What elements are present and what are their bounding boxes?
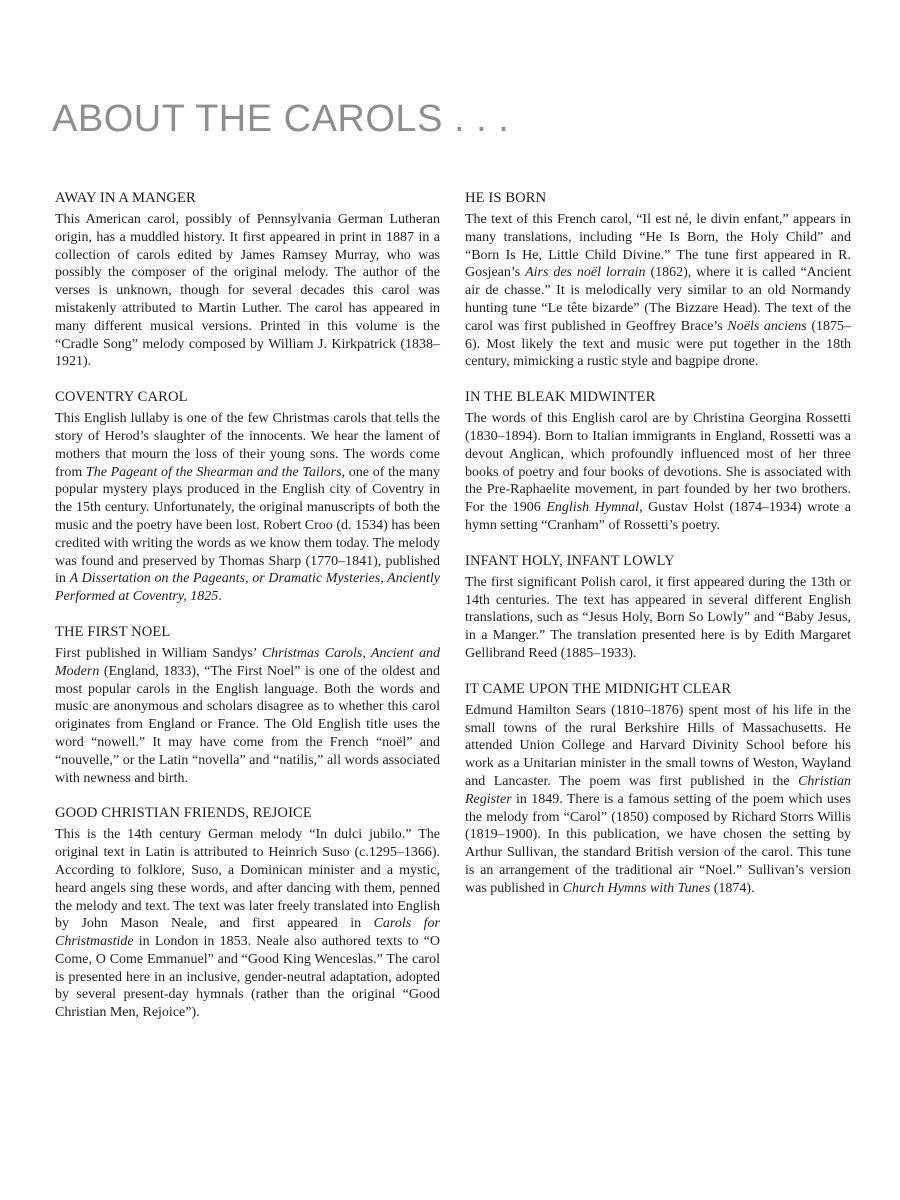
italic-title-text: Christmas Carols, Ancient and Modern (55, 645, 440, 679)
carol-heading: IN THE BLEAK MIDWINTER (465, 389, 656, 406)
carol-description (465, 574, 851, 663)
carol-heading: THE FIRST NOEL (55, 623, 171, 640)
italic-title-text: The Pageant of the Shearman and the Tailors (85, 464, 342, 480)
body-text: The text of this French carol, “Il est né, le divin enfant,” appears in many translations, including “He Is Born, the Holy Child” and “Born Is He, Little Child Divine.” The tune first appeared in R. Gosjean’s (465, 212, 851, 281)
italic-title-text: Airs des noël lorrain (525, 265, 646, 281)
carol-heading: INFANT HOLY, INFANT LOWLY (465, 552, 675, 569)
carol-section (55, 622, 440, 787)
carol-heading: AWAY IN A MANGER (55, 190, 196, 206)
body-text: (1874). (710, 880, 755, 896)
body-text: This English lullaby is one of the few Christmas carols that tells the story of Herod’s slaughter of the innocents. We hear the lament of mothers that mourn the loss of their young sons. The words come from (55, 411, 440, 480)
carol-heading: COVENTRY CAROL (55, 389, 188, 406)
body-text: . (218, 589, 222, 605)
italic-title-text: Christian Register (465, 773, 851, 807)
italic-title-text: Noëls anciens (727, 318, 807, 334)
carol-description (55, 211, 440, 371)
body-text: The words of this English carol are by Christina Georgina Rossetti (1830–1894). Born to Italian immigrants in England, Rossetti was a devout Anglican, which profoundly influenced most of her three books of poetry and four books of devotions. She is associated with the Pre-Raphaelite movement, in part founded by her two brothers. For the 1906 (465, 411, 851, 516)
left-column (55, 188, 440, 1038)
body-text: , one of the many popular mystery plays produced in the English city of Coventry in the 15th century. Unfortunately, the original manuscripts of both the music and the poetry have been lost. Robert Croo (d. 1534) has been credited with writing the words as we know them today. The melody was found and preserved by Thomas Sharp (1770–1841), published in (55, 464, 440, 587)
carol-heading: HE IS BORN (465, 190, 547, 206)
body-text: This is the 14th century German melody “In dulci jubilo.” The original text in Latin is attributed to Heinrich Suso (c.1295–1366). According to folklore, Suso, a Dominican minister and a mystic, heard angels sing these words, and after dancing with them, penned the melody and text. The text was later freely translated into English by John Mason Neale, and first appeared in (55, 827, 440, 932)
carol-description (465, 211, 851, 371)
carol-description (55, 826, 440, 1022)
body-text: , Gustav Holst (1874–1934) wrote a hymn setting “Cranham” of Rossetti’s poetry. (465, 500, 851, 533)
carol-section (465, 551, 851, 663)
carol-section (55, 387, 440, 606)
body-text: The first significant Polish carol, it first appeared during the 13th or 14th centuries. The text has appeared in several different English translations, such as “Jesus Holy, Born So Lowly” and “Baby Jesus, in a Manger.” The translation presented here is by Edith Margaret Gellibrand Reed (1885–1933). (465, 574, 851, 661)
carol-description (55, 645, 440, 787)
carol-description (465, 702, 851, 898)
italic-title-text: English Hymnal (546, 500, 640, 516)
body-text: First published in William Sandys’ (55, 645, 262, 661)
body-text: in 1849. There is a famous setting of the poem which uses the melody from “Carol” (1850) composed by Richard Storrs Willis (1819–1900). In this publication, we have chosen the setting by Arthur Sullivan, the standard British version of the carol. This tune is an arrangement of the traditional air “Noel.” Sullivan’s version was published in (465, 791, 851, 896)
italic-title-text: Church Hymns with Tunes (562, 880, 711, 896)
italic-title-text: Carols for Christmastide (55, 916, 440, 950)
body-text: (1862), where it is called “Ancient air de chasse.” It is melodically very similar to an old Normandy hunting tune “Le tête bizarde” (The Bizzare Head). The text of the carol was first published in Geoffrey Brace’s (465, 265, 851, 334)
carol-description (55, 410, 440, 606)
body-text: in London in 1853. Neale also authored texts to “O Come, O Come Emmanuel” and “Good King Wenceslas.” The carol is presented here in an inclusive, gender-neutral adaptation, adopted by several present-day hymnals (rather than the original “Good Christian Men, Rejoice”). (55, 934, 440, 1021)
carol-section (465, 387, 851, 535)
body-text: Edmund Hamilton Sears (1810–1876) spent most of his life in the small towns of the rural Berkshire Hills of Massachusetts. He attended Union College and Harvard Divinity School before his work as a Unitarian minister in the small towns of Weston, Wayland and Lancaster. The poem was first published in the (465, 702, 851, 789)
carol-section (55, 188, 440, 371)
carol-heading: IT CAME UPON THE MIDNIGHT CLEAR (465, 680, 732, 697)
body-text: (1875–6). Most likely the text and music were put together in the 18th century, mimicking a rustic style and bagpipe drone. (465, 318, 852, 370)
carol-section (465, 188, 851, 371)
right-column (465, 188, 851, 914)
page-title: ABOUT THE CAROLS . . . (52, 98, 510, 140)
body-text: This American carol, possibly of Pennsylvania German Lutheran origin, has a muddled history. It first appeared in print in 1887 in a collection of carols edited by James Ramsey Murray, who was possibly the composer of the original melody. The author of the verses is unknown, though for several decades this carol was mistakenly attributed to Martin Luther. The carol has appeared in many different musical versions. Printed in this volume is the “Cradle Song” melody composed by William J. Kirkpatrick (1838–1921). (55, 212, 440, 370)
carol-section (465, 679, 851, 898)
italic-title-text: A Dissertation on the Pageants, or Dramatic Mysteries, Anciently Performed at Coventry, 1825 (55, 571, 441, 605)
carol-section (55, 803, 440, 1022)
body-text: (England, 1833), “The First Noel” is one of the oldest and most popular carols in the English language. Both the words and music are anonymous and scholars disagree as to whether this carol originates from England or France. The Old English title uses the word “nowell.” It may have come from the French “noël” and “nouvelle,” or the Latin “novella” and “natilis,” all words associated with newness and birth. (55, 663, 440, 786)
carol-description (465, 410, 851, 535)
carol-heading: GOOD CHRISTIAN FRIENDS, REJOICE (55, 805, 312, 822)
